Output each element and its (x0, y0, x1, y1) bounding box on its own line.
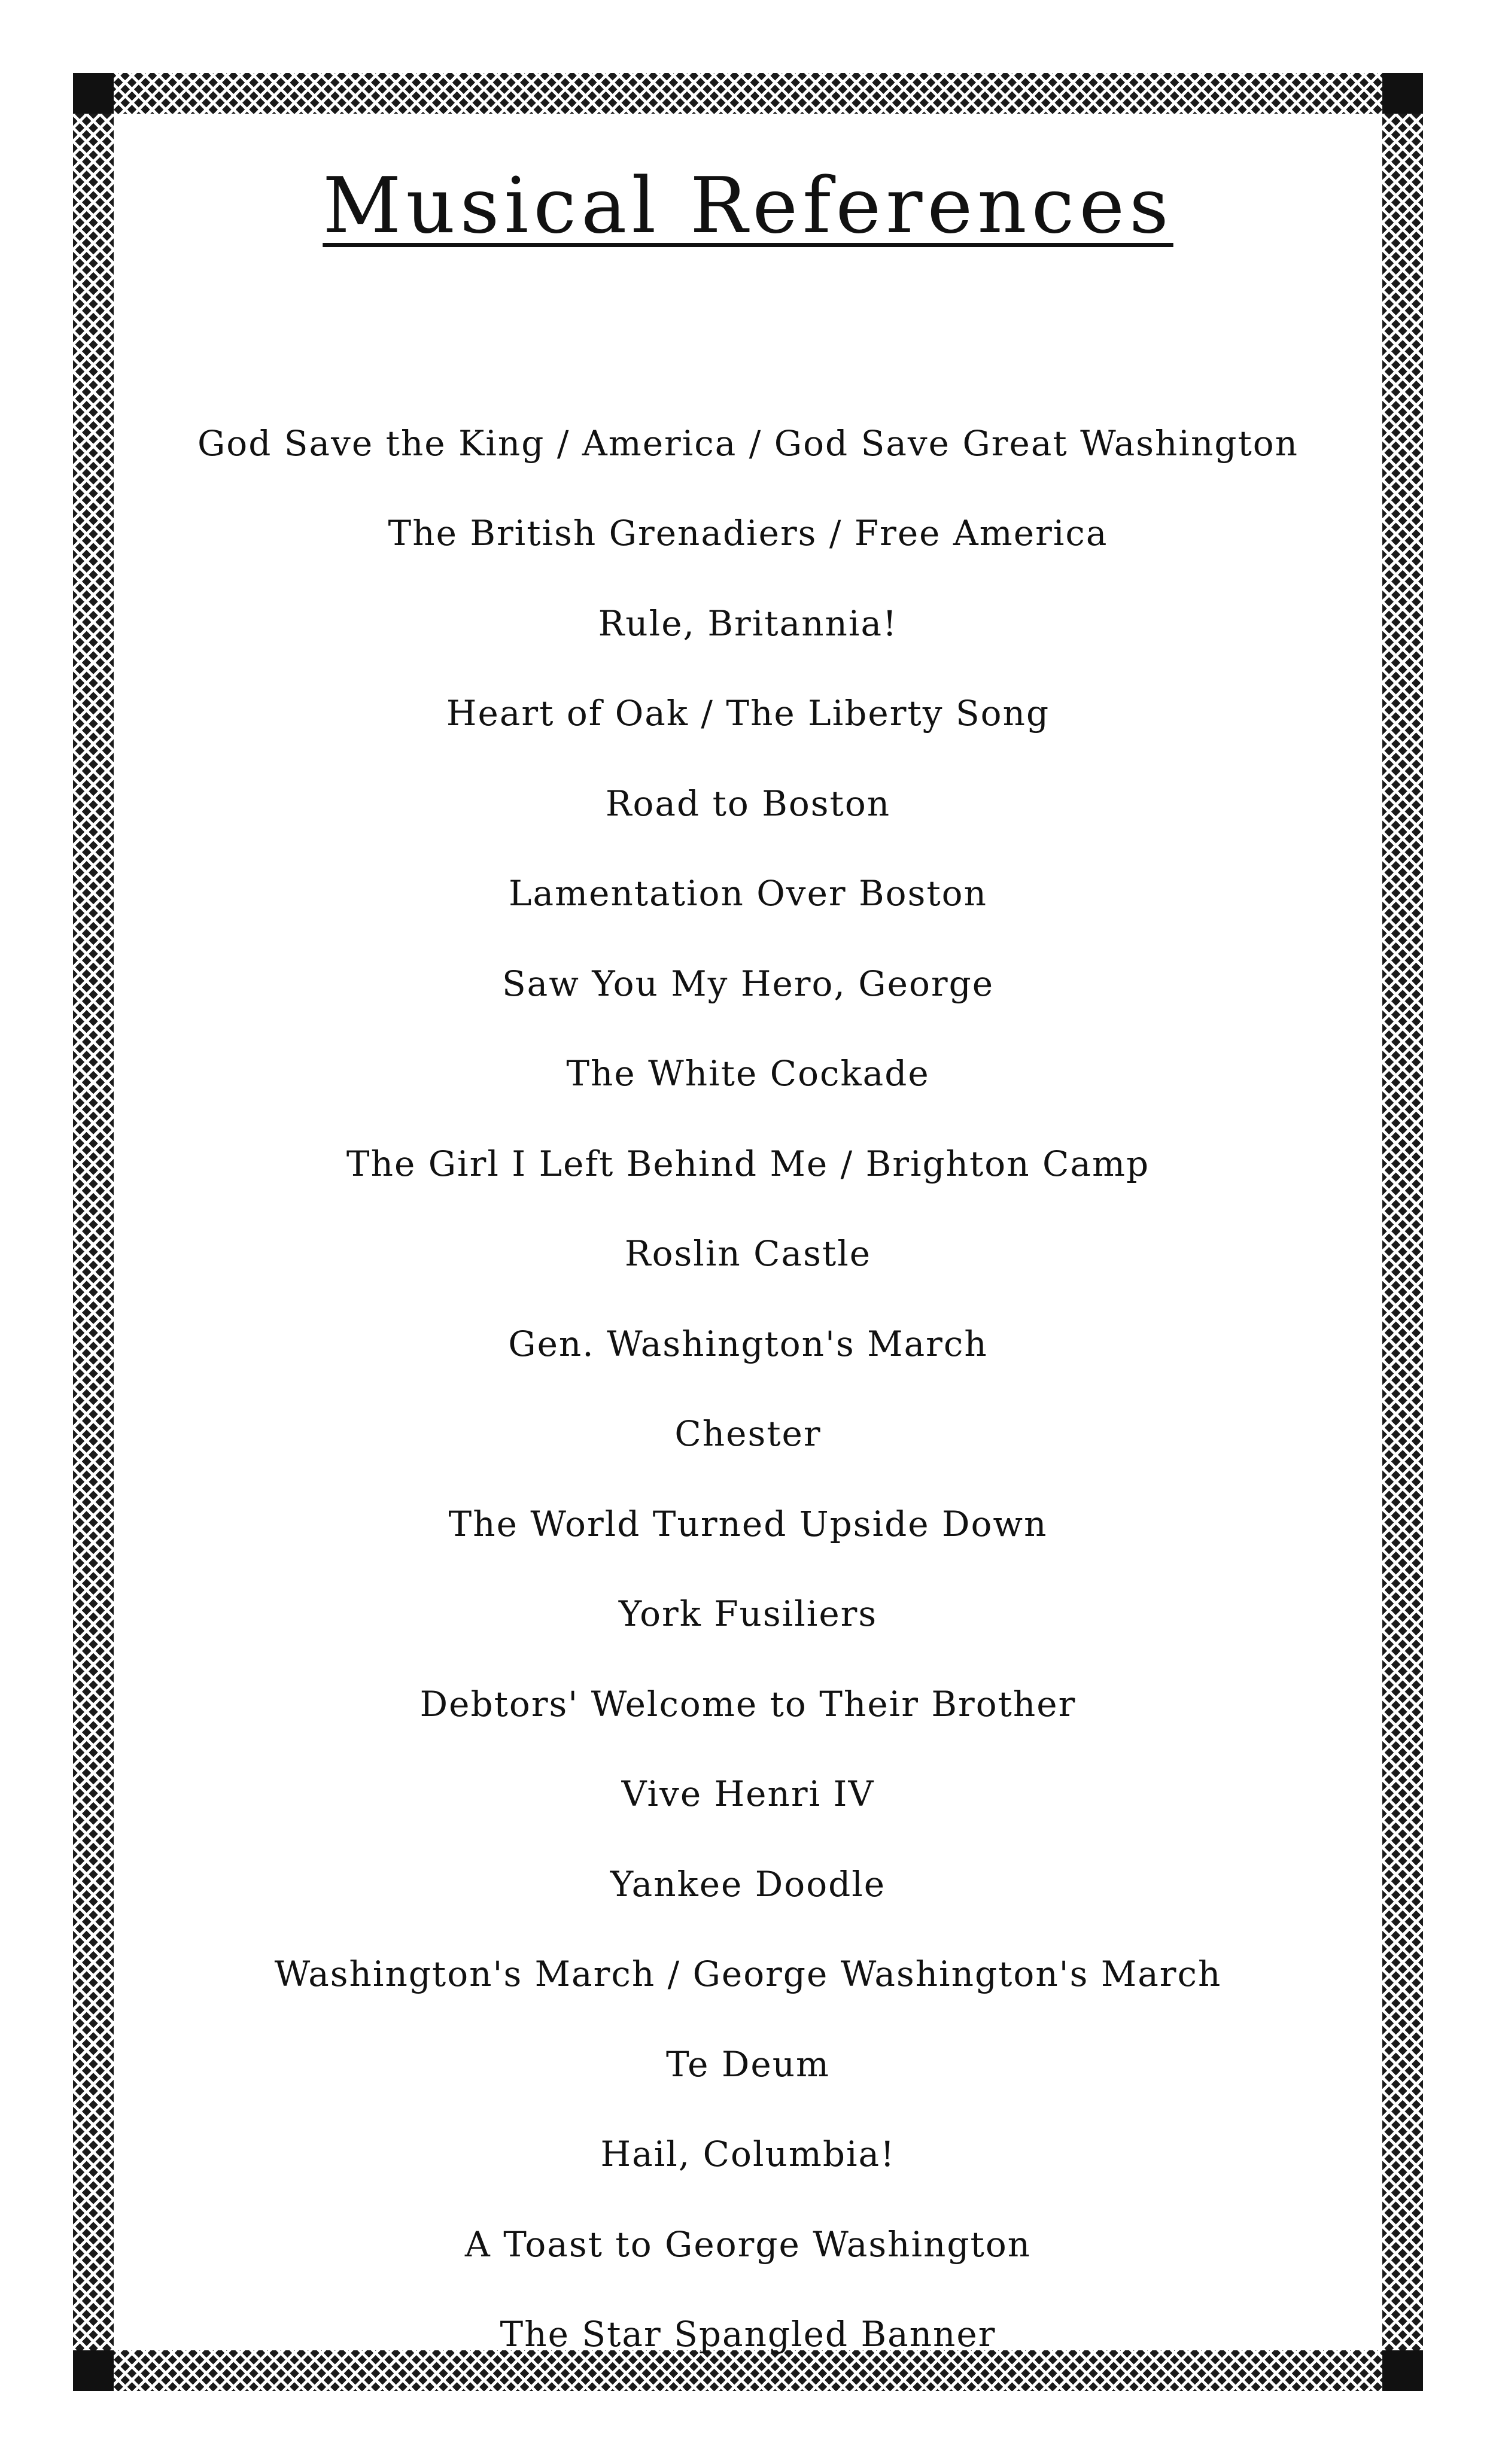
list-item: Vive Henri IV (621, 1774, 875, 1815)
list-item: Saw You My Hero, George (501, 963, 995, 1004)
decorative-border-right (1382, 73, 1423, 2391)
list-item: Heart of Oak / The Liberty Song (446, 693, 1050, 734)
list-item: The Girl I Left Behind Me / Brighton Camp (346, 1143, 1150, 1184)
border-corner-top-right (1382, 73, 1423, 114)
list-item: Rule, Britannia! (598, 603, 898, 644)
list-item: Gen. Washington's March (508, 1323, 988, 1364)
list-item: The Star Spangled Banner (500, 2314, 996, 2355)
list-item: God Save the King / America / God Save Great Washington (197, 422, 1299, 464)
list-item: Yankee Doodle (610, 1863, 886, 1905)
list-item: A Toast to George Washington (464, 2223, 1032, 2265)
border-corner-bottom-left (73, 2350, 114, 2391)
border-corner-top-left (73, 73, 114, 114)
page-title: Musical References (323, 162, 1173, 251)
reference-list (114, 399, 1382, 2380)
list-item: Debtors' Welcome to Their Brother (419, 1683, 1077, 1724)
list-item: Road to Boston (605, 783, 891, 824)
list-item: Lamentation Over Boston (509, 873, 987, 914)
list-item: Roslin Castle (624, 1233, 872, 1274)
decorative-border-left (73, 73, 114, 2391)
list-item: The White Cockade (566, 1053, 930, 1094)
list-item: York Fusiliers (618, 1593, 878, 1635)
border-corner-bottom-right (1382, 2350, 1423, 2391)
list-item: Hail, Columbia! (600, 2134, 896, 2175)
decorative-border-top (73, 73, 1423, 114)
list-item: Washington's March / George Washington's March (274, 1954, 1222, 1995)
list-item: Te Deum (665, 2043, 831, 2085)
document-content (114, 114, 1382, 2355)
list-item: The World Turned Upside Down (448, 1503, 1048, 1544)
list-item: The British Grenadiers / Free America (388, 513, 1108, 554)
list-item: Chester (674, 1413, 822, 1455)
